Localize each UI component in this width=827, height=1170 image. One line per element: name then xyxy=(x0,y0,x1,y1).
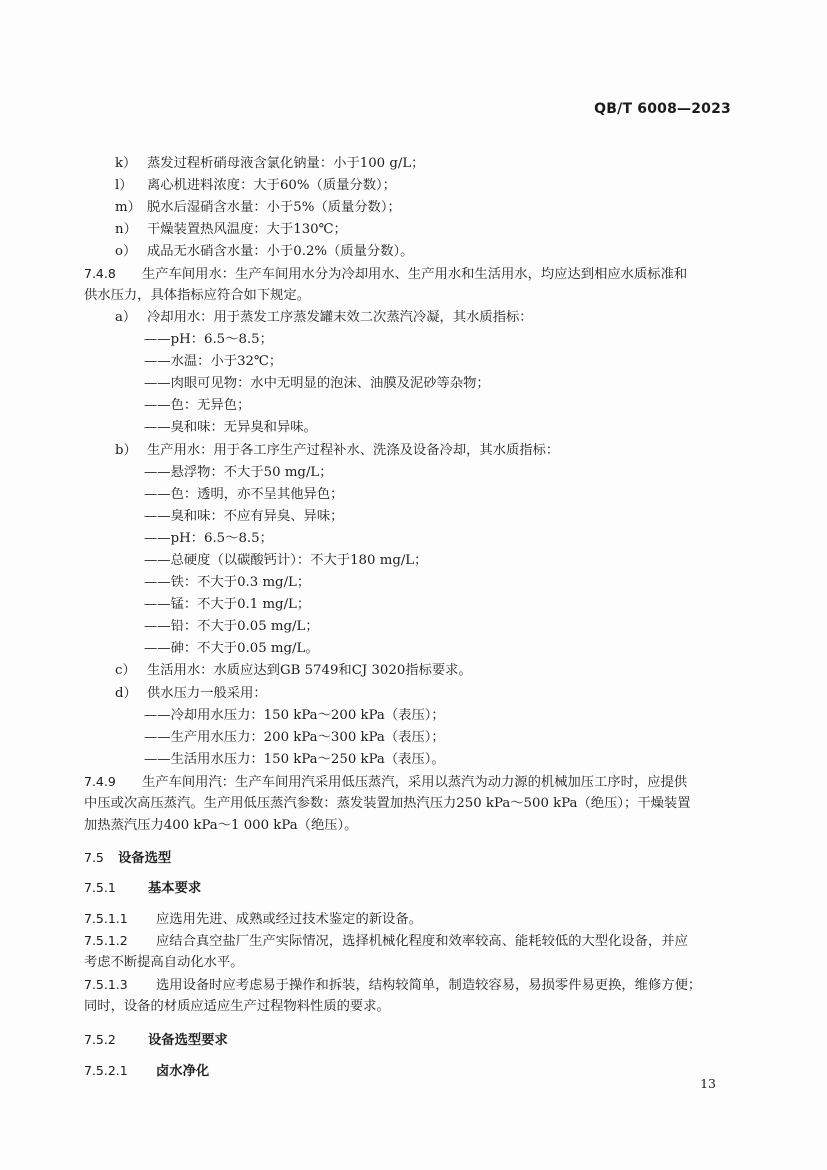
dash-item: ——臭和味：不应有异臭、异味； xyxy=(144,509,344,524)
clause-continuation: 同时，设备的材质应适应生产过程物料性质的要求。 xyxy=(84,999,390,1014)
standard-code: QB/T 6008—2023 xyxy=(594,101,731,117)
dash-item: ——锰：不大于0.1 mg/L； xyxy=(144,597,311,612)
section-title: 设备选型 xyxy=(118,851,172,866)
item-label: l） xyxy=(115,178,133,193)
clause-text: 应结合真空盐厂生产实际情况，选择机械化程度和效率较高、能耗较低的大型化设备，并应 xyxy=(156,934,688,949)
clause-continuation: 考虑不断提高自动化水平。 xyxy=(84,955,244,970)
list-item xyxy=(115,219,347,241)
clause-continuation: 供水压力，具体指标应符合如下规定。 xyxy=(84,288,311,303)
clause-7-5-1-3 xyxy=(84,974,701,996)
section-title: 卤水净化 xyxy=(156,1064,210,1079)
list-item xyxy=(115,241,413,263)
item-text: 脱水后湿硝含水量：小于5%（质量分数）； xyxy=(147,200,401,215)
item-label: a） xyxy=(115,310,137,325)
clause-text: 选用设备时应考虑易于操作和拆装，结构较简单，制造较容易，易损零件易更换，维修方便； xyxy=(156,978,702,993)
item-label: b） xyxy=(115,443,137,458)
item-text: 生活用水：水质应达到GB 5749和CJ 3020指标要求。 xyxy=(147,663,472,678)
item-text: 冷却用水：用于蒸发工序蒸发罐末效二次蒸汽冷凝，其水质指标： xyxy=(147,310,533,325)
dash-item: ——生活用水压力：150 kPa～250 kPa（表压）。 xyxy=(144,752,445,767)
section-title: 设备选型要求 xyxy=(148,1033,228,1048)
dash-item: ——冷却用水压力：150 kPa～200 kPa（表压）； xyxy=(144,708,445,723)
list-item xyxy=(115,197,401,219)
clause-7-5-1-1 xyxy=(84,908,422,930)
dash-item: ——悬浮物：不大于50 mg/L； xyxy=(144,465,333,480)
dash-item: ——色：无异色； xyxy=(144,398,251,413)
section-heading-7-5-2 xyxy=(84,1029,228,1051)
clause-number: 7.4.8 xyxy=(84,266,116,281)
section-title: 基本要求 xyxy=(148,881,202,896)
clause-7-4-9 xyxy=(84,771,687,793)
section-number: 7.5.2 xyxy=(84,1032,116,1047)
dash-item: ——pH：6.5～8.5； xyxy=(144,531,273,546)
clause-text: 生产车间用水：生产车间用水分为冷却用水、生产用水和生活用水，均应达到相应水质标准和 xyxy=(142,267,688,282)
item-text: 生产用水：用于各工序生产过程补水、洗涤及设备冷却，其水质指标： xyxy=(147,443,560,458)
clause-number: 7.5.1.3 xyxy=(84,977,128,992)
section-heading-7-5 xyxy=(84,847,171,869)
clause-7-5-1-2 xyxy=(84,930,688,952)
section-number: 7.5 xyxy=(84,850,104,865)
list-item xyxy=(115,307,533,329)
list-item xyxy=(115,153,424,175)
dash-item: ——铅：不大于0.05 mg/L； xyxy=(144,619,319,634)
dash-item: ——水温：小于32℃； xyxy=(144,354,283,369)
section-heading-7-5-1 xyxy=(84,877,201,899)
list-item xyxy=(115,175,396,197)
item-label: m） xyxy=(115,200,141,215)
dash-item: ——色：透明，亦不呈其他异色； xyxy=(144,487,344,502)
dash-item: ——砷：不大于0.05 mg/L。 xyxy=(144,641,319,656)
item-label: n） xyxy=(115,222,137,237)
clause-continuation: 加热蒸汽压力400 kPa～1 000 kPa（绝压）。 xyxy=(84,818,358,833)
dash-item: ——pH：6.5～8.5； xyxy=(144,332,273,347)
item-text: 成品无水硝含水量：小于0.2%（质量分数）。 xyxy=(147,244,414,259)
section-heading-7-5-2-1 xyxy=(84,1060,209,1082)
item-label: c） xyxy=(115,663,136,678)
dash-item: ——臭和味：无异臭和异味。 xyxy=(144,420,317,435)
clause-continuation: 中压或次高压蒸汽。生产用低压蒸汽参数：蒸发装置加热汽压力250 kPa～500 kPa（绝压）；干燥装置 xyxy=(84,796,691,811)
dash-item: ——肉眼可见物：水中无明显的泡沫、油膜及泥砂等杂物； xyxy=(144,376,490,391)
item-text: 干燥装置热风温度：大于130℃； xyxy=(147,222,347,237)
item-label: k） xyxy=(115,156,137,171)
dash-item: ——铁：不大于0.3 mg/L； xyxy=(144,575,311,590)
list-item xyxy=(115,660,472,682)
item-label: d） xyxy=(115,686,137,701)
clause-number: 7.5.1.1 xyxy=(84,911,128,926)
item-text: 蒸发过程析硝母液含氯化钠量：小于100 g/L； xyxy=(147,156,425,171)
list-item xyxy=(115,683,267,705)
page-number: 13 xyxy=(700,1076,716,1091)
item-text: 离心机进料浓度：大于60%（质量分数）； xyxy=(147,178,396,193)
clause-text: 生产车间用汽：生产车间用汽采用低压蒸汽，采用以蒸汽为动力源的机械加压工序时，应提供 xyxy=(142,775,688,790)
list-item xyxy=(115,440,559,462)
clause-7-4-8 xyxy=(84,263,687,285)
clause-number: 7.5.1.2 xyxy=(84,933,128,948)
item-label: o） xyxy=(115,244,137,259)
section-number: 7.5.2.1 xyxy=(84,1063,128,1078)
dash-item: ——总硬度（以碳酸钙计）：不大于180 mg/L； xyxy=(144,553,428,568)
clause-number: 7.4.9 xyxy=(84,774,116,789)
clause-text: 应选用先进、成熟或经过技术鉴定的新设备。 xyxy=(156,912,422,927)
dash-item: ——生产用水压力：200 kPa～300 kPa（表压）； xyxy=(144,730,445,745)
item-text: 供水压力一般采用： xyxy=(147,686,267,701)
section-number: 7.5.1 xyxy=(84,880,116,895)
